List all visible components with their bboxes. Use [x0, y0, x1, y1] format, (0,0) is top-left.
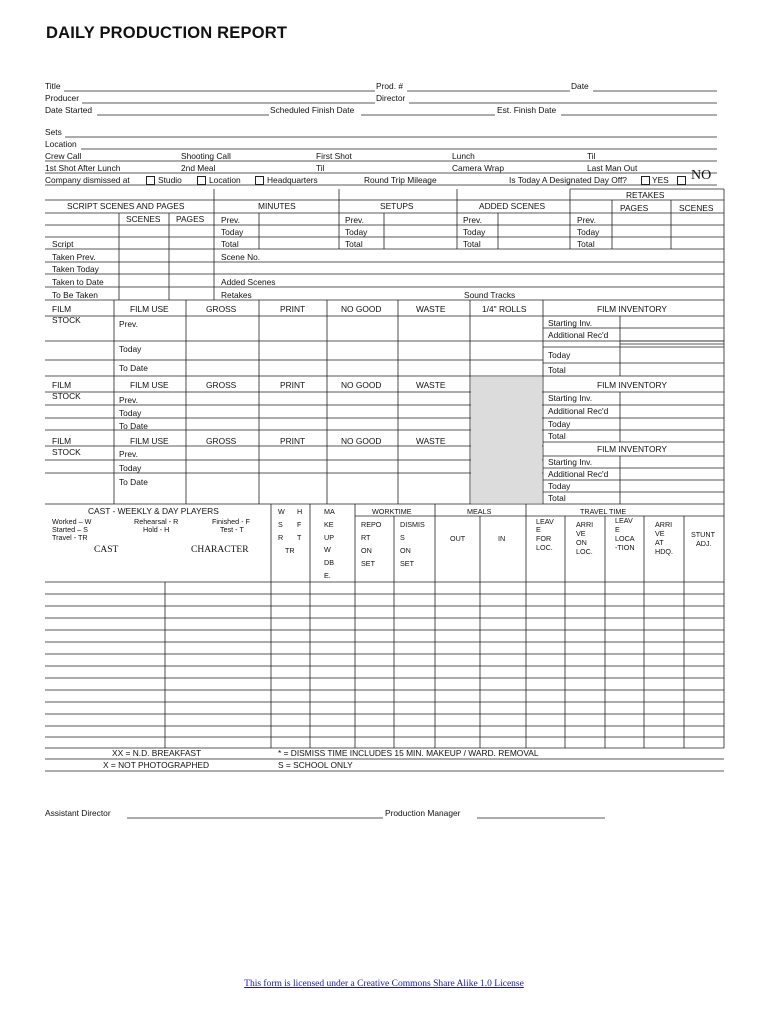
film2-starting-inv: Starting Inv.: [548, 393, 593, 403]
studio-checkbox[interactable]: [146, 176, 155, 185]
legend-started: Started – S: [52, 525, 88, 534]
print-1: PRINT: [280, 304, 306, 314]
arrive-on-loc-1: ARRI: [576, 520, 594, 529]
film1-additional: Additional Rec'd: [548, 330, 609, 340]
taken-prev-label: Taken Prev.: [52, 252, 96, 262]
leave-location-4: -TION: [615, 543, 635, 552]
sound-tracks-label: Sound Tracks: [464, 290, 516, 300]
report-on-set-1: REPO: [361, 520, 382, 529]
character-col-header: CHARACTER: [191, 545, 249, 555]
film-use-2: FILM USE: [130, 380, 169, 390]
print-2: PRINT: [280, 380, 306, 390]
status-r: R: [278, 533, 284, 542]
sets-label: Sets: [45, 127, 62, 137]
status-t: T: [297, 533, 302, 542]
page-title: DAILY PRODUCTION REPORT: [46, 24, 288, 42]
prod-no-label: Prod. #: [376, 81, 404, 91]
report-on-set-2: RT: [361, 533, 371, 542]
pages-col-header: PAGES: [176, 214, 205, 224]
gross-1: GROSS: [206, 304, 237, 314]
film1-prev: Prev.: [119, 319, 138, 329]
setups-total: Total: [345, 239, 363, 249]
first-shot-label: First Shot: [316, 151, 352, 161]
minutes-prev: Prev.: [221, 215, 240, 225]
dismiss-time-note: * = DISMISS TIME INCLUDES 15 MIN. MAKEUP / WARD. REMOVAL: [278, 748, 539, 758]
film3-starting-inv: Starting Inv.: [548, 457, 593, 467]
yes-label: YES: [652, 175, 669, 185]
est-finish-label: Est. Finish Date: [497, 105, 557, 115]
date-started-label: Date Started: [45, 105, 93, 115]
film2-inv-total: Total: [548, 431, 566, 441]
status-f: F: [297, 520, 302, 529]
film1-today: Today: [119, 344, 142, 354]
status-w: W: [278, 507, 285, 516]
film-inventory-1: FILM INVENTORY: [597, 304, 667, 314]
setups-today: Today: [345, 227, 368, 237]
dismiss-on-set-3: ON: [400, 546, 411, 555]
arrive-at-hdq-3: AT: [655, 538, 664, 547]
scene-no-label: Scene No.: [221, 252, 261, 262]
arrive-on-loc-3: ON: [576, 538, 587, 547]
worktime-header: WORKTIME: [372, 507, 412, 516]
status-h: H: [297, 507, 303, 516]
film3-inv-today: Today: [548, 481, 571, 491]
report-on-set-3: ON: [361, 546, 372, 555]
retakes-total: Total: [577, 239, 595, 249]
company-dismissed-label: Company dismissed at: [45, 175, 130, 185]
setups-header: SETUPS: [380, 201, 414, 211]
retakes-today: Today: [577, 227, 600, 237]
first-shot-after-lunch-label: 1st Shot After Lunch: [45, 163, 121, 173]
taken-today-label: Taken Today: [52, 264, 99, 274]
not-photographed-note: X = NOT PHOTOGRAPHED: [103, 760, 210, 770]
film3-additional: Additional Rec'd: [548, 469, 609, 479]
film3-today: Today: [119, 463, 142, 473]
makeup-5: DB: [324, 558, 334, 567]
makeup-3: UP: [324, 533, 334, 542]
status-s: S: [278, 520, 283, 529]
retakes-prev: Prev.: [577, 215, 596, 225]
location-option-label: Location: [209, 175, 241, 185]
leave-for-loc-4: LOC.: [536, 543, 553, 552]
minutes-header: MINUTES: [258, 201, 296, 211]
leave-for-loc-3: FOR: [536, 534, 552, 543]
status-tr: TR: [285, 546, 295, 555]
no-good-1: NO GOOD: [341, 304, 382, 314]
production-manager-label: Production Manager: [385, 808, 461, 818]
film-use-1: FILM USE: [130, 304, 169, 314]
arrive-at-hdq-1: ARRI: [655, 520, 673, 529]
cast-players-header: CAST - WEEKLY & DAY PLAYERS: [88, 506, 219, 516]
lunch-label: Lunch: [452, 151, 475, 161]
film3-to-date: To Date: [119, 477, 148, 487]
nd-breakfast-note: XX = N.D. BREAKFAST: [112, 748, 202, 758]
location-checkbox[interactable]: [197, 176, 206, 185]
film-use-3: FILM USE: [130, 436, 169, 446]
film2-today: Today: [119, 408, 142, 418]
crew-call-label: Crew Call: [45, 151, 82, 161]
rolls-shaded-area: [471, 377, 542, 503]
rolls-1: 1/4" ROLLS: [482, 304, 527, 314]
retakes-row-label: Retakes: [221, 290, 252, 300]
no-checkbox[interactable]: [677, 176, 686, 185]
film-inventory-2: FILM INVENTORY: [597, 380, 667, 390]
film1-to-date: To Date: [119, 363, 148, 373]
leave-location-2: E: [615, 525, 620, 534]
waste-1: WASTE: [416, 304, 446, 314]
legend-rehearsal: Rehearsal - R: [134, 517, 179, 526]
leave-location-1: LEAV: [615, 516, 633, 525]
dismiss-on-set-4: SET: [400, 559, 414, 568]
retakes-scenes-header: SCENES: [679, 203, 714, 213]
film2-inv-today: Today: [548, 419, 571, 429]
title-label: Title: [45, 81, 61, 91]
scheduled-finish-label: Scheduled Finish Date: [270, 105, 355, 115]
taken-to-date-label: Taken to Date: [52, 277, 104, 287]
legend-travel: Travel - TR: [52, 533, 88, 542]
film1-starting-inv: Starting Inv.: [548, 318, 593, 328]
leave-location-3: LOCA: [615, 534, 635, 543]
license-link[interactable]: This form is licensed under a Creative Commons Share Alike 1.0 License: [244, 979, 524, 989]
stunt-adj-1: STUNT: [691, 530, 715, 539]
no-good-2: NO GOOD: [341, 380, 382, 390]
headquarters-checkbox[interactable]: [255, 176, 264, 185]
film1-inv-total: Total: [548, 365, 566, 375]
film3-inv-total: Total: [548, 493, 566, 503]
arrive-on-loc-2: VE: [576, 529, 586, 538]
film-stock-1-line1: FILM: [52, 304, 72, 314]
no-good-3: NO GOOD: [341, 436, 382, 446]
cast-col-header: CAST: [94, 545, 119, 555]
til-label: Til: [587, 151, 596, 161]
til2-label: Til: [316, 163, 325, 173]
added-prev: Prev.: [463, 215, 482, 225]
makeup-1: MA: [324, 507, 335, 516]
to-be-taken-label: To Be Taken: [52, 290, 98, 300]
leave-for-loc-2: E: [536, 525, 541, 534]
headquarters-label: Headquarters: [267, 175, 318, 185]
school-only-note: S = SCHOOL ONLY: [278, 760, 353, 770]
script-scenes-header: SCRIPT SCENES AND PAGES: [67, 201, 185, 211]
film-stock-3-line2: STOCK: [52, 447, 81, 457]
script-row-label: Script: [52, 239, 74, 249]
film-stock-2-line2: STOCK: [52, 391, 81, 401]
dismiss-on-set-2: S: [400, 533, 405, 542]
dismiss-on-set-1: DISMIS: [400, 520, 425, 529]
arrive-at-hdq-4: HDQ.: [655, 547, 673, 556]
meals-in: IN: [498, 534, 506, 543]
makeup-2: KE: [324, 520, 334, 529]
minutes-total: Total: [221, 239, 239, 249]
travel-time-header: TRAVEL TIME: [580, 507, 627, 516]
gross-2: GROSS: [206, 380, 237, 390]
date-label: Date: [571, 81, 589, 91]
film2-to-date: To Date: [119, 421, 148, 431]
legend-test: Test - T: [220, 525, 244, 534]
film-stock-1-line2: STOCK: [52, 315, 81, 325]
leave-for-loc-1: LEAV: [536, 517, 554, 526]
film-inventory-3: FILM INVENTORY: [597, 444, 667, 454]
film3-prev: Prev.: [119, 449, 138, 459]
film-stock-2-line1: FILM: [52, 380, 72, 390]
shooting-call-label: Shooting Call: [181, 151, 231, 161]
legend-hold: Hold - H: [143, 525, 170, 534]
meals-header: MEALS: [467, 507, 492, 516]
day-off-label: Is Today A Designated Day Off?: [509, 175, 627, 185]
assistant-director-label: Assistant Director: [45, 808, 111, 818]
film2-additional: Additional Rec'd: [548, 406, 609, 416]
makeup-6: E.: [324, 571, 331, 580]
director-label: Director: [376, 93, 406, 103]
added-scenes-row-label: Added Scenes: [221, 277, 276, 287]
scenes-col-header: SCENES: [126, 214, 161, 224]
no-label: NO: [691, 168, 712, 183]
added-today: Today: [463, 227, 486, 237]
waste-3: WASTE: [416, 436, 446, 446]
second-meal-label: 2nd Meal: [181, 163, 216, 173]
arrive-at-hdq-2: VE: [655, 529, 665, 538]
stunt-adj-2: ADJ.: [696, 539, 712, 548]
studio-label: Studio: [158, 175, 182, 185]
camera-wrap-label: Camera Wrap: [452, 163, 504, 173]
arrive-on-loc-4: LOC.: [576, 547, 593, 556]
waste-2: WASTE: [416, 380, 446, 390]
print-3: PRINT: [280, 436, 306, 446]
minutes-today: Today: [221, 227, 244, 237]
meals-out: OUT: [450, 534, 466, 543]
legend-worked: Worked – W: [52, 517, 92, 526]
yes-checkbox[interactable]: [641, 176, 650, 185]
added-total: Total: [463, 239, 481, 249]
added-scenes-header: ADDED SCENES: [479, 201, 546, 211]
setups-prev: Prev.: [345, 215, 364, 225]
report-on-set-4: SET: [361, 559, 375, 568]
round-trip-label: Round Trip Mileage: [364, 175, 437, 185]
producer-label: Producer: [45, 93, 79, 103]
film2-prev: Prev.: [119, 395, 138, 405]
last-man-out-label: Last Man Out: [587, 163, 638, 173]
location-label: Location: [45, 139, 77, 149]
retakes-header: RETAKES: [626, 190, 665, 200]
retakes-pages-header: PAGES: [620, 203, 649, 213]
film1-inv-today: Today: [548, 350, 571, 360]
gross-3: GROSS: [206, 436, 237, 446]
legend-finished: Finished - F: [212, 517, 250, 526]
makeup-4: W: [324, 545, 331, 554]
film-stock-3-line1: FILM: [52, 436, 72, 446]
